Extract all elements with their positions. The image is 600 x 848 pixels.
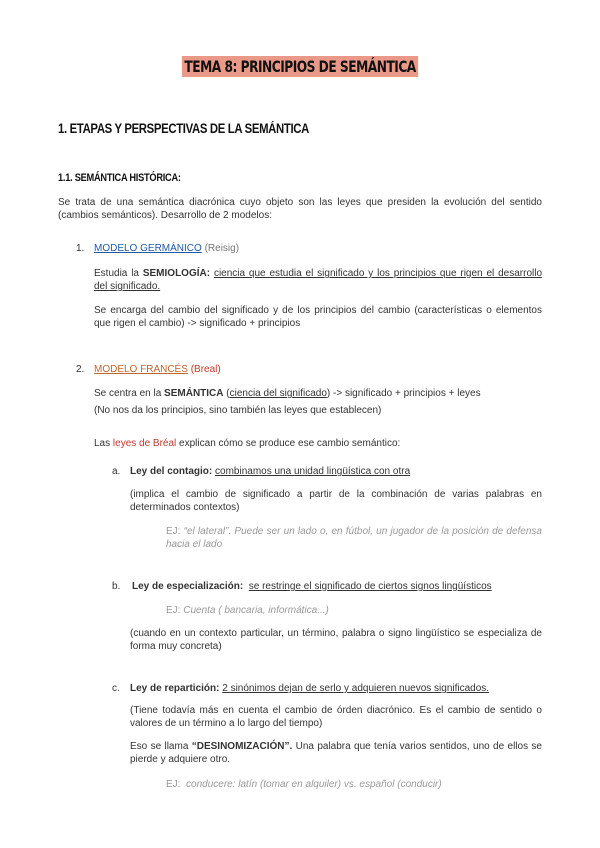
model2-heading <box>94 363 221 376</box>
law-c-p2-lead: Eso se llama <box>130 741 192 752</box>
law-a-underline: combinamos una unidad lingüística con otra <box>215 466 411 477</box>
title-container <box>0 56 600 77</box>
intro-paragraph: Se trata de una semántica diacrónica cuyo objeto son las leyes que presiden la evolución del sentido (cambios semánticos). Desarrollo de 2 modelos: <box>58 197 542 221</box>
model2-p1-bold: SEMÁNTICA <box>164 388 224 399</box>
law-b-heading <box>132 580 542 593</box>
law-c-p2-tail: Una palabra que tenía varios sentidos, uno de ellos se pierde y adquiere otro. <box>130 741 542 765</box>
model2-p1-tail: ) -> significado + principios + leyes <box>326 388 481 399</box>
model1-paragraph2: Se encarga del cambio del significado y de los principios del cambio (características o elementos que rigen el cambio) -> significado + principios <box>94 305 542 329</box>
model1-p1-lead: Estudia la <box>94 268 143 279</box>
model1-author: (Reisig) <box>204 243 240 254</box>
section-heading-1-1: 1.1. SEMÁNTICA HISTÓRICA: <box>58 172 181 184</box>
law-c-ej: conducere: latín (tomar en alquiler) vs. español (conducir) <box>186 779 442 790</box>
law-a-ej: “el lateral”. Puede ser un lado o, en fútbol, un jugador de la posición de defensa hacia el lado <box>166 526 542 550</box>
law-b-ej: Cuenta ( bancaria, informática...) <box>183 605 329 616</box>
law-a-heading <box>130 465 542 478</box>
law-c-ej-label: EJ: <box>166 779 181 790</box>
leyes-intro-tail: explican cómo se produce ese cambio semántico: <box>176 438 401 449</box>
model1-paragraph1 <box>94 267 542 293</box>
law-b-label: Ley de especialización: <box>132 581 244 592</box>
law-a-example <box>166 525 542 551</box>
law-c-p2-bold: “DESINOMIZACIÓN”. <box>191 741 293 752</box>
law-c-example <box>166 778 542 791</box>
model2-author: (Breal) <box>190 364 221 375</box>
model2-name: MODELO FRANCÉS <box>94 364 188 375</box>
leyes-intro <box>94 437 542 450</box>
leyes-intro-red: leyes de Bréal <box>112 438 177 449</box>
model2-paragraph1 <box>94 387 542 400</box>
law-c-letter: c. <box>112 683 120 694</box>
model2-number: 2. <box>76 364 85 375</box>
model1-heading <box>94 242 239 255</box>
law-b-ej-label: EJ: <box>166 605 181 616</box>
law-a-label: Ley del contagio: <box>130 466 213 477</box>
model2-p1-underline: ciencia del significado <box>229 388 327 399</box>
section-heading-1: 1. ETAPAS Y PERSPECTIVAS DE LA SEMÁNTICA <box>58 121 310 136</box>
law-b-letter: b. <box>112 581 121 592</box>
model1-p1-underline: ciencia que estudia el significado y los principios que rigen el desarrollo del significado. <box>94 268 543 292</box>
model2-p1-lead: Se centra en la <box>94 388 165 399</box>
law-c-description: (Tiene todavía más en cuenta el cambio de órden diacrónico. Es el cambio de sentido o valores de un término a lo largo del tiempo) <box>130 705 542 729</box>
law-a-letter: a. <box>112 466 121 477</box>
model2-p1-open: ( <box>223 388 230 399</box>
law-a-description: (implica el cambio de significado a partir de la combinación de varias palabras en determinados contextos) <box>130 489 542 513</box>
law-c-paragraph2 <box>130 740 542 766</box>
law-c-underline: 2 sinónimos dejan de serlo y adquieren nuevos significados. <box>222 683 490 694</box>
law-b-description: (cuando en un contexto particular, un término, palabra o signo lingüístico se especializa de forma muy concreta) <box>130 628 542 652</box>
model2-paragraph2: (No nos da los principios, sino también las leyes que establecen) <box>94 405 382 416</box>
leyes-intro-lead: Las <box>94 438 113 449</box>
law-c-heading <box>130 682 542 695</box>
model1-name: MODELO GERMÁNICO <box>94 243 202 254</box>
law-b-example <box>166 604 542 617</box>
law-c-label: Ley de repartición: <box>130 683 220 694</box>
model1-p1-bold: SEMIOLOGÍA: <box>142 268 211 279</box>
page-title: TEMA 8: PRINCIPIOS DE SEMÁNTICA <box>182 56 418 77</box>
law-a-ej-label: EJ: <box>166 526 181 537</box>
model1-number: 1. <box>76 243 85 254</box>
law-b-underline: se restringe el significado de ciertos signos lingüísticos <box>248 581 492 592</box>
